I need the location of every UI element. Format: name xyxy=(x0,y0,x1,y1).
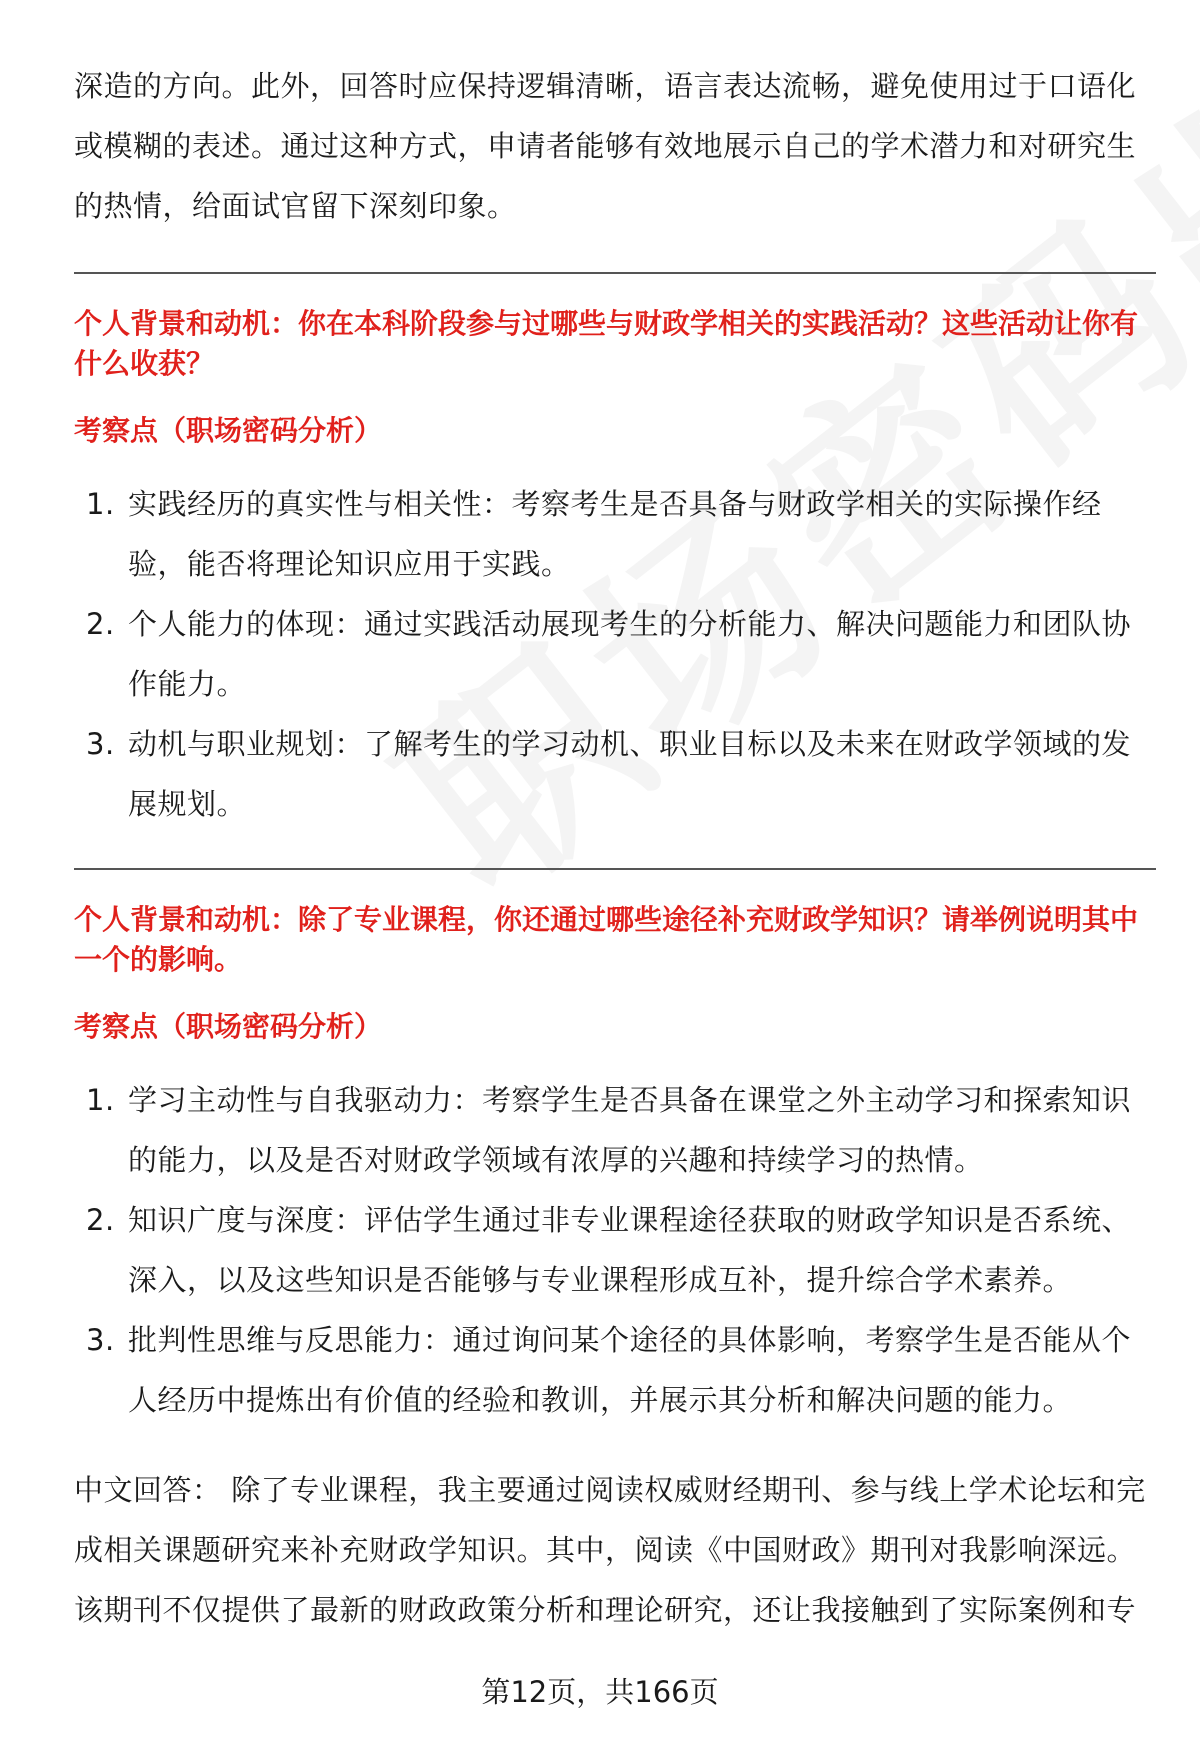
analysis-list-1 xyxy=(74,474,1156,834)
list-number: 2. xyxy=(86,607,115,641)
document-body xyxy=(74,56,1156,1640)
intro-paragraph: 深造的方向。此外，回答时应保持逻辑清晰，语言表达流畅，避免使用过于口语化或模糊的表述。通过这种方式，申请者能够有效地展示自己的学术潜力和对研究生的热情，给面试官留下深刻印象。 xyxy=(74,69,1137,223)
list-item-text: 个人能力的体现：通过实践活动展现考生的分析能力、解决问题能力和团队协作能力。 xyxy=(128,607,1132,701)
list-item-text: 动机与职业规划：了解考生的学习动机、职业目标以及未来在财政学领域的发展规划。 xyxy=(128,727,1132,821)
list-item-text: 学习主动性与自我驱动力：考察学生是否具备在课堂之外主动学习和探索知识的能力，以及是否对财政学领域有浓厚的兴趣和持续学习的热情。 xyxy=(128,1083,1132,1177)
list-item-text: 实践经历的真实性与相关性：考察考生是否具备与财政学相关的实际操作经验，能否将理论知识应用于实践。 xyxy=(128,487,1102,581)
analysis-heading-2: 考察点（职场密码分析） xyxy=(74,1010,383,1043)
list-number: 1. xyxy=(86,487,115,521)
list-item-text: 知识广度与深度：评估学生通过非专业课程途径获取的财政学知识是否系统、深入，以及这些知识是否能够与专业课程形成互补，提升综合学术素养。 xyxy=(128,1203,1132,1297)
analysis-list-2 xyxy=(74,1070,1156,1430)
list-number: 3. xyxy=(86,727,115,761)
list-item xyxy=(74,1190,1156,1310)
list-number: 1. xyxy=(86,1083,115,1117)
list-item xyxy=(74,1310,1156,1430)
list-number: 2. xyxy=(86,1203,115,1237)
list-number: 3. xyxy=(86,1323,115,1357)
list-item xyxy=(74,594,1156,714)
question-1: 个人背景和动机：你在本科阶段参与过哪些与财政学相关的实践活动？这些活动让你有什么收获？ xyxy=(74,307,1139,380)
list-item xyxy=(74,714,1156,834)
analysis-heading-1: 考察点（职场密码分析） xyxy=(74,414,383,447)
list-item-text: 批判性思维与反思能力：通过询问某个途径的具体影响，考察学生是否能从个人经历中提炼出有价值的经验和教训，并展示其分析和解决问题的能力。 xyxy=(128,1323,1132,1417)
question-2: 个人背景和动机：除了专业课程，你还通过哪些途径补充财政学知识？请举例说明其中一个的影响。 xyxy=(74,903,1139,976)
list-item xyxy=(74,1070,1156,1190)
page-number: 第12页，共166页 xyxy=(481,1675,719,1709)
answer-paragraph: 中文回答： 除了专业课程，我主要通过阅读权威财经期刊、参与线上学术论坛和完成相关课题研究来补充财政学知识。其中，阅读《中国财政》期刊对我影响深远。该期刊不仅提供了最新的财政政策分析和理论研究，还让我接触到了实际案例和专 xyxy=(74,1473,1146,1627)
list-item xyxy=(74,474,1156,594)
